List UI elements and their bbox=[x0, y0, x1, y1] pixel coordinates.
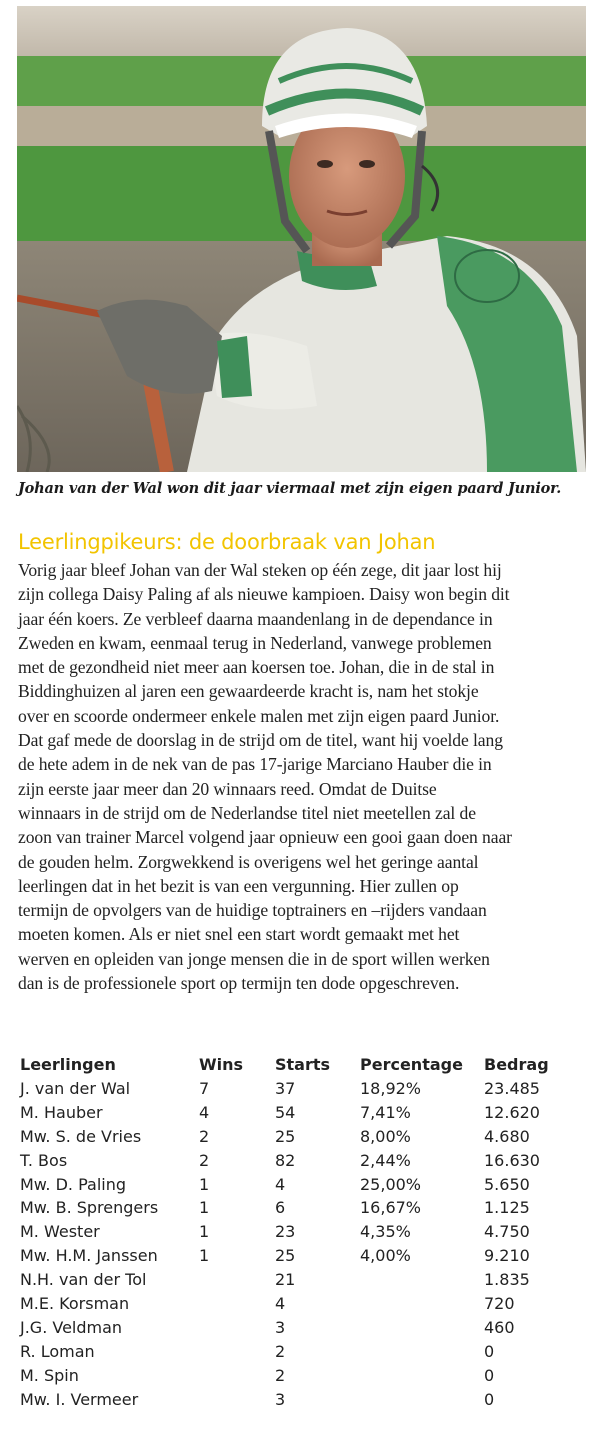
cell-bedrag: 23.485 bbox=[484, 1079, 540, 1098]
col-header-percentage: Percentage bbox=[360, 1055, 463, 1074]
col-header-bedrag: Bedrag bbox=[484, 1055, 549, 1074]
article-line: Zweden en kwam, eenmaal terug in Nederland, vanwege problemen bbox=[18, 632, 492, 653]
table-row bbox=[20, 1149, 580, 1173]
table-row bbox=[20, 1220, 580, 1244]
table-row bbox=[20, 1244, 580, 1268]
article-line: zijn eerste jaar meer dan 20 winnaars reed. Omdat de Duitse bbox=[18, 778, 437, 799]
table-row bbox=[20, 1125, 580, 1149]
cell-percentage: 18,92% bbox=[360, 1079, 422, 1098]
cell-bedrag: 1.835 bbox=[484, 1270, 530, 1290]
cell-percentage: 16,67% bbox=[360, 1198, 422, 1218]
cell-bedrag: 720 bbox=[484, 1294, 515, 1314]
cell-name: J. van der Wal bbox=[20, 1079, 131, 1098]
cell-starts: 4 bbox=[275, 1294, 286, 1314]
cell-name: M. Spin bbox=[20, 1365, 79, 1385]
cell-bedrag: 0 bbox=[484, 1389, 495, 1409]
cell-bedrag: 0 bbox=[484, 1365, 495, 1385]
cell-name: M.E. Korsman bbox=[20, 1294, 130, 1314]
cell-name: Mw. S. de Vries bbox=[20, 1126, 142, 1146]
cell-name: T. Bos bbox=[20, 1150, 68, 1170]
table-row bbox=[20, 1388, 580, 1412]
cell-starts: 4 bbox=[275, 1174, 286, 1194]
table-row bbox=[20, 1077, 580, 1101]
cell-bedrag: 5.650 bbox=[484, 1174, 530, 1194]
table-row bbox=[20, 1340, 580, 1364]
article-line: moeten komen. Als er niet snel een start wordt gemaakt met het bbox=[18, 924, 460, 945]
cell-starts: 25 bbox=[275, 1126, 296, 1146]
article-body bbox=[18, 558, 593, 995]
cell-percentage: 7,41% bbox=[360, 1102, 411, 1122]
table-header bbox=[20, 1053, 580, 1077]
cell-wins: 7 bbox=[199, 1079, 210, 1098]
article-line: de gouden helm. Zorgwekkend is overigens wel het geringe aantal bbox=[18, 851, 479, 872]
cell-name: Mw. I. Vermeer bbox=[20, 1389, 139, 1409]
cell-bedrag: 4.680 bbox=[484, 1126, 530, 1146]
cell-wins: 1 bbox=[199, 1222, 210, 1242]
cell-wins: 4 bbox=[199, 1102, 210, 1122]
cell-starts: 23 bbox=[275, 1222, 296, 1242]
cell-bedrag: 16.630 bbox=[484, 1150, 540, 1170]
cell-name: R. Loman bbox=[20, 1341, 95, 1361]
article-line: termijn de opvolgers van de huidige toptrainers en –rijders vandaan bbox=[18, 900, 487, 921]
cell-percentage: 4,35% bbox=[360, 1222, 411, 1242]
cell-percentage: 25,00% bbox=[360, 1174, 422, 1194]
col-header-wins: Wins bbox=[199, 1055, 244, 1074]
table-row bbox=[20, 1101, 580, 1125]
cell-bedrag: 4.750 bbox=[484, 1222, 530, 1242]
table-row bbox=[20, 1173, 580, 1197]
cell-bedrag: 1.125 bbox=[484, 1198, 530, 1218]
cell-name: Mw. H.M. Janssen bbox=[20, 1246, 158, 1266]
cell-percentage: 8,00% bbox=[360, 1126, 411, 1146]
article-line: zoon van trainer Marcel volgend jaar opnieuw een gooi gaan doen naar bbox=[18, 827, 512, 848]
cell-bedrag: 12.620 bbox=[484, 1102, 540, 1122]
cell-wins: 1 bbox=[199, 1174, 210, 1194]
cell-wins: 2 bbox=[199, 1126, 210, 1146]
cell-starts: 2 bbox=[275, 1365, 286, 1385]
table-row bbox=[20, 1196, 580, 1220]
table-body bbox=[20, 1077, 580, 1411]
cell-starts: 3 bbox=[275, 1389, 286, 1409]
cell-bedrag: 460 bbox=[484, 1317, 515, 1337]
cell-name: Mw. B. Sprengers bbox=[20, 1198, 159, 1218]
cell-starts: 21 bbox=[275, 1270, 296, 1290]
driver-photo bbox=[17, 6, 586, 472]
apprentice-stats-table bbox=[20, 1053, 580, 1411]
article-line: leerlingen dat in het bezit is van een vergunning. Hier zullen op bbox=[18, 875, 459, 896]
photo-caption: Johan van der Wal won dit jaar viermaal met zijn eigen paard Junior. bbox=[18, 480, 562, 497]
article-line: Vorig jaar bleef Johan van der Wal steken op één zege, dit jaar lost hij bbox=[18, 560, 502, 580]
cell-name: M. Wester bbox=[20, 1222, 100, 1242]
table-row bbox=[20, 1268, 580, 1292]
table-row bbox=[20, 1316, 580, 1340]
cell-starts: 25 bbox=[275, 1246, 296, 1266]
article-line: Biddinghuizen al jaren een gewaardeerde kracht is, nam het stokje bbox=[18, 681, 479, 702]
cell-name: M. Hauber bbox=[20, 1102, 103, 1122]
cell-starts: 3 bbox=[275, 1317, 286, 1337]
table-row bbox=[20, 1364, 580, 1388]
cell-wins: 1 bbox=[199, 1198, 210, 1218]
cell-bedrag: 9.210 bbox=[484, 1246, 530, 1266]
col-header-leerlingen: Leerlingen bbox=[20, 1055, 116, 1074]
cell-percentage: 4,00% bbox=[360, 1246, 411, 1266]
cell-percentage: 2,44% bbox=[360, 1150, 411, 1170]
cell-starts: 6 bbox=[275, 1198, 286, 1218]
article-line: winnaars in de strijd om de Nederlandse titel niet meetellen zal de bbox=[18, 802, 476, 823]
table-row bbox=[20, 1292, 580, 1316]
cell-starts: 37 bbox=[275, 1079, 296, 1098]
cell-name: J.G. Veldman bbox=[20, 1317, 123, 1337]
article-line: met de gezondheid niet meer aan koersen toe. Johan, die in de stal in bbox=[18, 657, 495, 678]
article-line: jaar één koers. Ze verbleef daarna maandenlang in de dependance in bbox=[18, 608, 493, 629]
cell-bedrag: 0 bbox=[484, 1341, 495, 1361]
cell-starts: 82 bbox=[275, 1150, 296, 1170]
article-line: zijn collega Daisy Paling af als nieuwe kampioen. Daisy won begin dit bbox=[18, 584, 510, 605]
article-line: werven en opleiden van jonge mensen die in de sport willen werken bbox=[18, 948, 490, 969]
article-heading: Leerlingpikeurs: de doorbraak van Johan bbox=[18, 530, 436, 554]
article-line: over en scoorde ondermeer enkele malen met zijn eigen paard Junior. bbox=[18, 705, 500, 726]
article-line: de hete adem in de nek van de pas 17-jarige Marciano Hauber die in bbox=[18, 754, 492, 775]
article-line: dan is de professionele sport op termijn ten dode opgeschreven. bbox=[18, 973, 460, 994]
cell-wins: 2 bbox=[199, 1150, 210, 1170]
cell-name: N.H. van der Tol bbox=[20, 1270, 147, 1290]
cell-starts: 54 bbox=[275, 1102, 296, 1122]
cell-starts: 2 bbox=[275, 1341, 286, 1361]
cell-name: Mw. D. Paling bbox=[20, 1174, 127, 1194]
col-header-starts: Starts bbox=[275, 1055, 331, 1074]
cell-wins: 1 bbox=[199, 1246, 210, 1266]
article-line: Dat gaf mede de doorslag in de strijd om de titel, want hij voelde lang bbox=[18, 730, 503, 751]
